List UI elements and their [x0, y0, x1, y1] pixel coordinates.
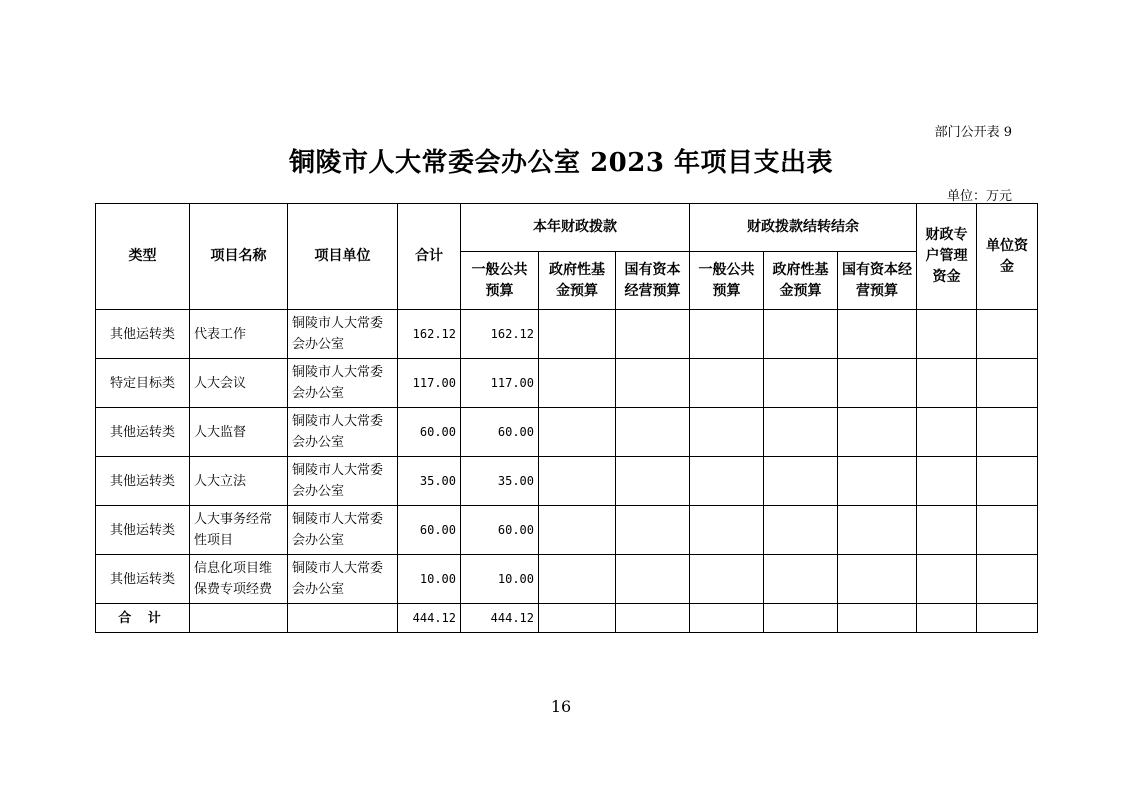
header-co-general-public: 一般公共预算 — [690, 252, 764, 310]
total-empty-cell — [190, 604, 288, 633]
row-empty-cell — [838, 310, 917, 359]
row-empty-cell — [838, 555, 917, 604]
total-row — [96, 604, 1038, 633]
row-total: 60.00 — [398, 506, 461, 555]
row-empty-cell — [616, 408, 690, 457]
row-project-unit: 铜陵市人大常委会办公室 — [288, 555, 398, 604]
row-project-name: 信息化项目维保费专项经费 — [190, 555, 288, 604]
table-row — [96, 359, 1038, 408]
table-row — [96, 555, 1038, 604]
project-expenditure-table — [95, 203, 1038, 633]
row-empty-cell — [977, 359, 1038, 408]
row-type: 其他运转类 — [96, 408, 190, 457]
row-empty-cell — [764, 408, 838, 457]
row-total: 60.00 — [398, 408, 461, 457]
row-empty-cell — [690, 359, 764, 408]
row-empty-cell — [690, 555, 764, 604]
row-empty-cell — [616, 310, 690, 359]
header-gov-fund: 政府性基金预算 — [539, 252, 616, 310]
row-type: 其他运转类 — [96, 457, 190, 506]
row-empty-cell — [616, 555, 690, 604]
header-co-gov-fund: 政府性基金预算 — [764, 252, 838, 310]
row-general-public: 162.12 — [461, 310, 539, 359]
header-project-unit: 项目单位 — [288, 204, 398, 310]
row-empty-cell — [917, 359, 977, 408]
total-empty-cell — [838, 604, 917, 633]
form-number: 部门公开表 9 — [934, 125, 1012, 140]
row-general-public: 60.00 — [461, 506, 539, 555]
row-empty-cell — [838, 457, 917, 506]
header-carryover-group: 财政拨款结转结余 — [690, 204, 917, 252]
header-state-capital: 国有资本经营预算 — [616, 252, 690, 310]
row-empty-cell — [917, 310, 977, 359]
row-project-unit: 铜陵市人大常委会办公室 — [288, 457, 398, 506]
row-project-name: 人大立法 — [190, 457, 288, 506]
row-type: 其他运转类 — [96, 310, 190, 359]
row-empty-cell — [764, 457, 838, 506]
row-empty-cell — [690, 457, 764, 506]
row-empty-cell — [539, 555, 616, 604]
row-empty-cell — [977, 457, 1038, 506]
row-general-public: 60.00 — [461, 408, 539, 457]
row-empty-cell — [764, 506, 838, 555]
row-project-unit: 铜陵市人大常委会办公室 — [288, 408, 398, 457]
row-project-name: 人大事务经常性项目 — [190, 506, 288, 555]
row-type: 其他运转类 — [96, 555, 190, 604]
row-empty-cell — [764, 310, 838, 359]
header-type: 类型 — [96, 204, 190, 310]
row-empty-cell — [917, 555, 977, 604]
header-total: 合计 — [398, 204, 461, 310]
row-empty-cell — [539, 457, 616, 506]
table-row — [96, 506, 1038, 555]
row-empty-cell — [917, 457, 977, 506]
row-total: 35.00 — [398, 457, 461, 506]
row-project-unit: 铜陵市人大常委会办公室 — [288, 359, 398, 408]
row-empty-cell — [977, 555, 1038, 604]
row-empty-cell — [616, 506, 690, 555]
row-empty-cell — [838, 359, 917, 408]
total-empty-cell — [616, 604, 690, 633]
row-empty-cell — [764, 555, 838, 604]
row-empty-cell — [690, 310, 764, 359]
total-empty-cell — [764, 604, 838, 633]
row-empty-cell — [838, 506, 917, 555]
row-type: 特定目标类 — [96, 359, 190, 408]
total-empty-cell — [977, 604, 1038, 633]
page-title: 铜陵市人大常委会办公室 2023 年项目支出表 — [289, 148, 833, 178]
total-empty-cell — [539, 604, 616, 633]
total-empty-cell — [917, 604, 977, 633]
row-empty-cell — [539, 359, 616, 408]
total-empty-cell — [690, 604, 764, 633]
header-unit-fund: 单位资金 — [977, 204, 1038, 310]
row-empty-cell — [764, 359, 838, 408]
row-empty-cell — [539, 408, 616, 457]
row-empty-cell — [616, 359, 690, 408]
row-empty-cell — [539, 506, 616, 555]
row-empty-cell — [917, 408, 977, 457]
unit-label: 单位：万元 — [946, 189, 1012, 204]
row-empty-cell — [690, 506, 764, 555]
row-empty-cell — [917, 506, 977, 555]
row-empty-cell — [977, 310, 1038, 359]
row-project-unit: 铜陵市人大常委会办公室 — [288, 506, 398, 555]
table-row — [96, 408, 1038, 457]
row-empty-cell — [977, 408, 1038, 457]
row-project-name: 人大会议 — [190, 359, 288, 408]
header-co-state-capital: 国有资本经营预算 — [838, 252, 917, 310]
row-project-unit: 铜陵市人大常委会办公室 — [288, 310, 398, 359]
header-general-public: 一般公共预算 — [461, 252, 539, 310]
header-special-account: 财政专户管理资金 — [917, 204, 977, 310]
row-empty-cell — [539, 310, 616, 359]
header-current-year-group: 本年财政拨款 — [461, 204, 690, 252]
row-general-public: 117.00 — [461, 359, 539, 408]
row-empty-cell — [616, 457, 690, 506]
page-number: 16 — [550, 697, 572, 716]
total-general-public: 444.12 — [461, 604, 539, 633]
row-total: 117.00 — [398, 359, 461, 408]
row-project-name: 人大监督 — [190, 408, 288, 457]
table-row — [96, 310, 1038, 359]
header-project-name: 项目名称 — [190, 204, 288, 310]
row-type: 其他运转类 — [96, 506, 190, 555]
row-general-public: 35.00 — [461, 457, 539, 506]
table-row — [96, 457, 1038, 506]
row-total: 10.00 — [398, 555, 461, 604]
row-empty-cell — [977, 506, 1038, 555]
row-empty-cell — [838, 408, 917, 457]
total-empty-cell — [288, 604, 398, 633]
row-project-name: 代表工作 — [190, 310, 288, 359]
row-empty-cell — [690, 408, 764, 457]
row-general-public: 10.00 — [461, 555, 539, 604]
total-label: 合 计 — [96, 604, 190, 633]
total-sum: 444.12 — [398, 604, 461, 633]
row-total: 162.12 — [398, 310, 461, 359]
